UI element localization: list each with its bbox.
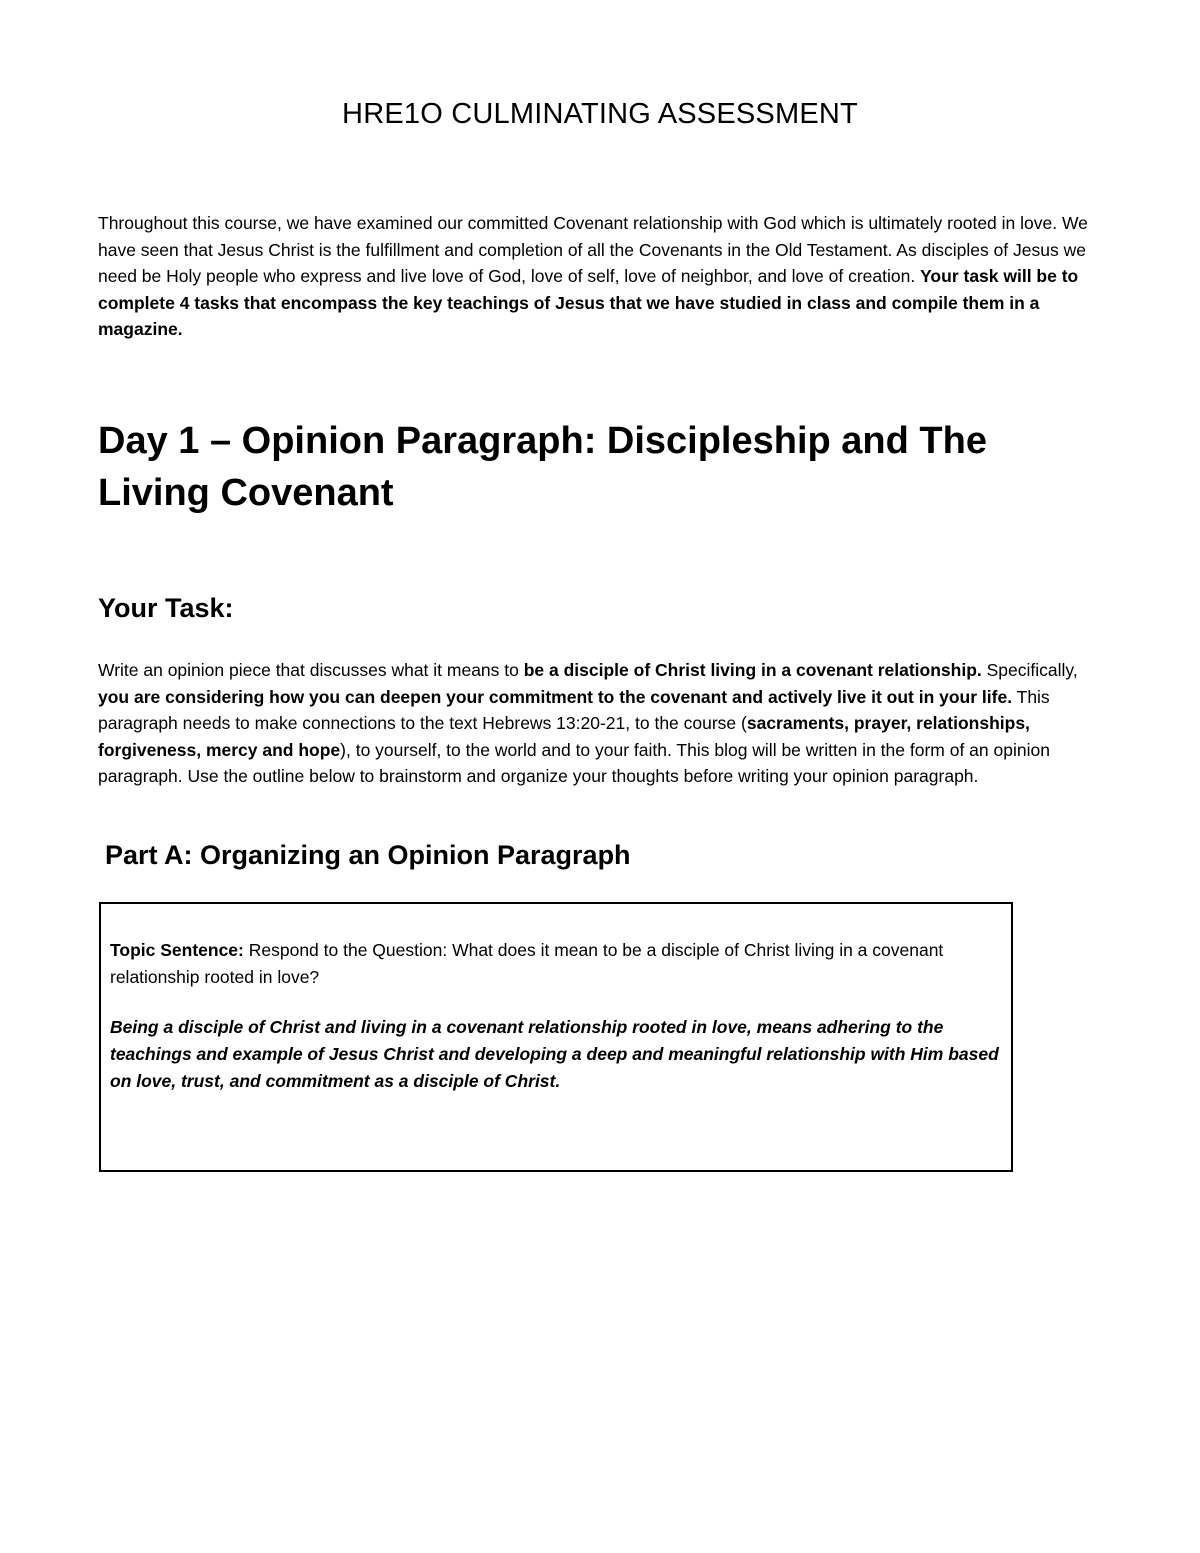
task-text-2: Specifically,	[981, 660, 1078, 680]
task-bold-2: you are considering how you can deepen your commitment to the covenant and actively live it out in your life.	[98, 686, 1013, 707]
intro-paragraph	[98, 210, 1098, 343]
task-bold-3: sacraments, prayer, relationships, forgiveness, mercy and hope	[98, 713, 1030, 760]
part-a-heading: Part A: Organizing an Opinion Paragraph	[105, 840, 631, 870]
topic-sentence-answer[interactable]: Being a disciple of Christ and living in a covenant relationship rooted in love, means adhering to the teachings and example of Jesus Christ and developing a deep and meaningful relationship with Him based on love, trust, and commitment as a disciple of Christ.	[110, 1017, 999, 1091]
task-bold-1: be a disciple of Christ living in a covenant relationship.	[523, 660, 982, 680]
task-text-3: This paragraph needs to make connections to the text Hebrews 13:20-21, to the course (	[98, 686, 1050, 733]
task-text-4: ), to yourself, to the world and to your faith. This blog will be written in the form of an opinion paragraph. Use the outline below to brainstorm and organize your thoughts before writing your opinion paragraph.	[98, 739, 1050, 786]
task-paragraph	[98, 657, 1098, 790]
topic-sentence-label: Topic Sentence:	[110, 940, 244, 960]
topic-sentence-question: Respond to the Question: What does it mean to be a disciple of Christ living in a covenant relationship rooted in love?	[110, 940, 944, 987]
intro-emphasis: Your task will be to complete 4 tasks that encompass the key teachings of Jesus that we have studied in class and compile them in a magazine.	[98, 266, 1079, 339]
task-heading: Your Task:	[98, 593, 234, 623]
task-text-1: Write an opinion piece that discusses what it means to	[98, 660, 524, 680]
day-heading: Day 1 – Opinion Paragraph: Discipleship and The Living Covenant	[98, 420, 987, 514]
topic-sentence-prompt	[110, 937, 1000, 991]
intro-text: Throughout this course, we have examined our committed Covenant relationship with God which is ultimately rooted in love. We have seen that Jesus Christ is the fulfillment and completion of all the Covenants in the Old Testament. As disciples of Jesus we need be Holy people who express and live love of God, love of self, love of neighbor, and love of creation.	[98, 213, 1088, 286]
document-title: HRE1O CULMINATING ASSESSMENT	[342, 98, 858, 130]
